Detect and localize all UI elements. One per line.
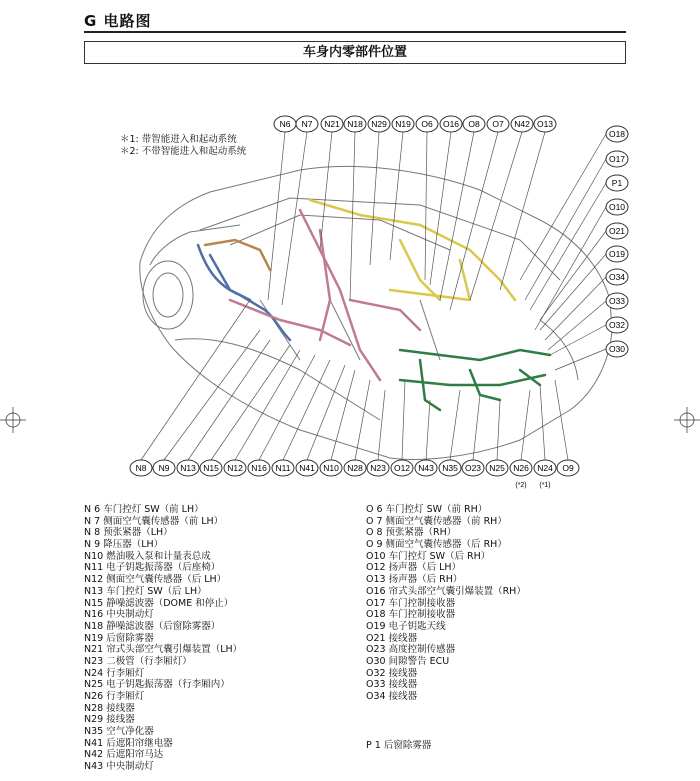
callout-o13 [534,116,556,132]
svg-text:O8: O8 [468,119,480,129]
svg-text:O18: O18 [608,129,626,139]
svg-text:N23: N23 [370,463,386,473]
legend-item: N41 后遮阳帘继电器 [84,737,173,749]
legend-item: N13 车门控灯 SW（后 LH） [84,585,207,597]
legend-item: N35 空气净化器 [84,726,154,738]
svg-text:N18: N18 [347,119,363,129]
callout-n7 [296,116,318,132]
callout-o34 [606,269,628,285]
svg-text:O17: O17 [608,154,626,164]
note-n24: (*1) [539,482,551,489]
legend-item: N 9 降压器（LH） [84,539,164,551]
callout-n19 [392,116,414,132]
svg-text:O33: O33 [608,296,626,306]
callout-n42 [511,116,533,132]
svg-text:O30: O30 [608,344,626,354]
callout-o12 [391,460,413,476]
legend-item: N 6 车门控灯 SW（前 LH） [84,504,204,515]
legend-item: N 8 预张紧器（LH） [84,527,173,539]
svg-text:N11: N11 [275,463,291,473]
legend-item: O30 间隙警告 ECU [366,655,450,667]
svg-text:N15: N15 [203,463,219,473]
callout-o17 [606,151,628,167]
svg-text:O34: O34 [608,272,626,282]
svg-text:N6: N6 [279,119,291,129]
legend-item: N18 静噪滤波器（后窗除雾器） [84,620,221,632]
svg-text:O7: O7 [492,119,504,129]
svg-text:N7: N7 [301,119,313,129]
legend-item: N15 静噪滤波器（DOME 和停止） [84,597,234,609]
legend-p1 [366,717,431,764]
svg-text:N24: N24 [537,463,553,473]
legend-item: N24 行李厢灯 [84,667,145,679]
note-n26: (*2) [515,482,527,489]
svg-text:O16: O16 [442,119,460,129]
legend-item: O 6 车门控灯 SW（前 RH） [366,504,488,515]
page-title: 车身内零部件位置 [84,41,626,64]
leader-lines [141,132,606,460]
svg-text:O32: O32 [608,320,626,330]
callout-n10 [320,460,342,476]
callout-p1 [606,175,628,191]
svg-text:O21: O21 [608,226,626,236]
callout-o18 [606,126,628,142]
legend-item: N42 后遮阳帘马达 [84,749,164,761]
legend-right [366,504,526,703]
legend-item: N19 后窗除雾器 [84,632,154,644]
svg-text:N16: N16 [251,463,267,473]
legend-item: O12 扬声器（后 LH） [366,562,462,574]
callout-n18 [344,116,366,132]
svg-text:N12: N12 [227,463,243,473]
svg-text:N26: N26 [513,463,529,473]
legend-item: N10 燃油吸入泵和计量表总成 [84,550,211,562]
callout-n11 [272,460,294,476]
svg-text:N42: N42 [514,119,530,129]
legend-left [84,504,242,773]
callout-n15 [200,460,222,476]
legend-item: N26 行李厢灯 [84,691,145,702]
callout-o32 [606,317,628,333]
legend-item: O10 车门控灯 SW（后 RH） [366,550,491,562]
legend-item: O34 接线器 [366,691,418,702]
svg-text:N43: N43 [418,463,434,473]
callout-o9 [557,460,579,476]
legend-item: N11 电子钥匙振荡器（后座椅） [84,562,221,574]
svg-text:O23: O23 [464,463,482,473]
legend-item: P 1 后窗除雾器 [366,740,432,752]
svg-text:O12: O12 [393,463,411,473]
legend-item: O21 接线器 [366,632,418,644]
svg-text:N25: N25 [489,463,505,473]
svg-text:N13: N13 [180,463,196,473]
svg-text:N19: N19 [395,119,411,129]
svg-text:N21: N21 [324,119,340,129]
svg-text:N9: N9 [158,463,170,473]
section-heading: G 电路图 [84,12,152,30]
svg-text:O10: O10 [608,202,626,212]
legend-item: O33 接线器 [366,679,418,691]
callout-o19 [606,246,628,262]
svg-text:N35: N35 [442,463,458,473]
callout-n16 [248,460,270,476]
callout-o10 [606,199,628,215]
legend-item: N25 电子钥匙振荡器（行李厢内） [84,679,230,691]
footnote-2: ＊2: 不带智能进入和起动系统 [120,146,247,157]
svg-text:O6: O6 [421,119,433,129]
svg-text:O13: O13 [536,119,554,129]
callouts-bottom [130,460,579,489]
legend-item: O17 车门控制接收器 [366,597,456,609]
legend-item: O 9 侧面空气囊传感器（后 RH） [366,539,507,551]
legend-item: O 8 预张紧器（RH） [366,527,457,539]
svg-text:N29: N29 [371,119,387,129]
callout-o33 [606,293,628,309]
legend-item: O13 扬声器（后 RH） [366,574,463,586]
callout-n26 [510,460,532,476]
legend-item: O32 接线器 [366,667,418,679]
legend-item: O19 电子钥匙天线 [366,620,446,632]
callout-n12 [224,460,246,476]
callouts-right [606,126,628,357]
legend-item: O16 帘式头部空气囊引爆装置（RH） [366,585,526,597]
callout-n35 [439,460,461,476]
callout-o7 [487,116,509,132]
svg-text:N10: N10 [323,463,339,473]
legend-item: O23 高度控制传感器 [366,644,456,656]
svg-text:N28: N28 [347,463,363,473]
callout-n25 [486,460,508,476]
callout-o16 [440,116,462,132]
legend-item: O18 车门控制接收器 [366,609,456,621]
harness-yellow [310,200,515,300]
svg-text:N41: N41 [299,463,315,473]
harness-pink [300,210,420,380]
callout-n8 [130,460,152,476]
callout-o30 [606,341,628,357]
callout-n9 [153,460,175,476]
legend-item: N28 接线器 [84,702,135,714]
legend-item: O 7 侧面空气囊传感器（前 RH） [366,515,507,527]
legend-item: N29 接线器 [84,714,135,726]
legend-item: N16 中央制动灯 [84,609,154,621]
callout-n6 [274,116,296,132]
callout-n24 [534,460,556,476]
legend-item: N12 侧面空气囊传感器（后 LH） [84,574,227,586]
callout-o21 [606,223,628,239]
callout-o6 [416,116,438,132]
svg-text:O19: O19 [608,249,626,259]
callouts-top [274,116,556,132]
legend-item: N21 帘式头部空气囊引爆装置（LH） [84,644,243,656]
callout-n13 [177,460,199,476]
callout-n23 [367,460,389,476]
callout-n29 [368,116,390,132]
callout-n21 [321,116,343,132]
footnote-1: ＊1: 带智能进入和起动系统 [120,134,237,145]
legend-item: N43 中央制动灯 [84,761,154,773]
svg-text:N8: N8 [135,463,147,473]
legend-item: N23 二极管（行李厢灯） [84,655,192,667]
callout-o23 [462,460,484,476]
legend-item: N 7 侧面空气囊传感器（前 LH） [84,515,224,527]
svg-text:O9: O9 [562,463,574,473]
car-outline [140,166,612,459]
callout-n41 [296,460,318,476]
registration-marks [0,407,700,433]
callout-n28 [344,460,366,476]
callout-n43 [415,460,437,476]
callout-o8 [463,116,485,132]
svg-text:P1: P1 [611,178,623,188]
